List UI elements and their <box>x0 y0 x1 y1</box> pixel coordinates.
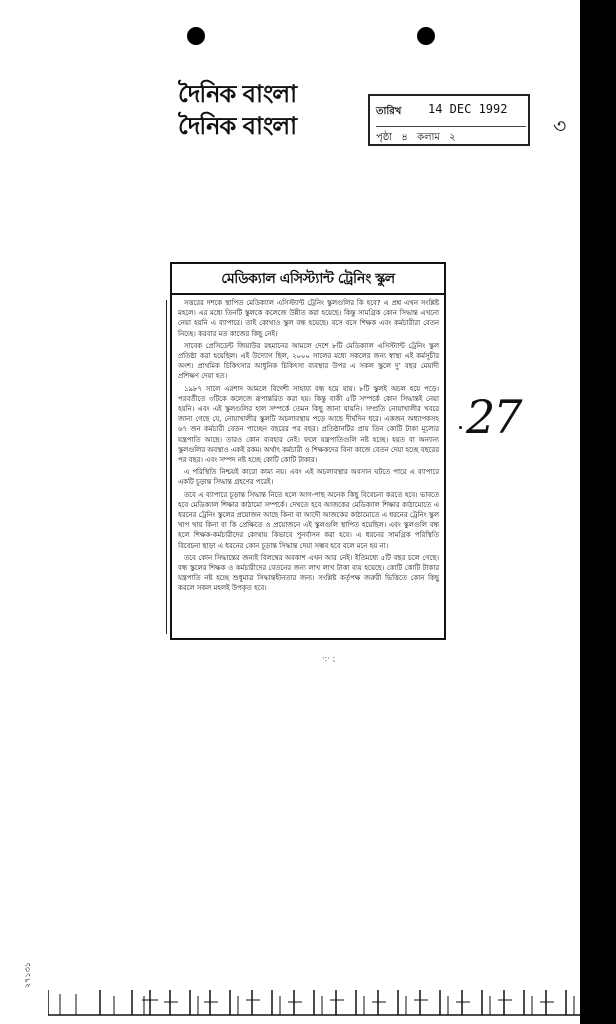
newspaper-clipping <box>170 262 446 640</box>
stamp-date-row <box>376 104 526 121</box>
masthead-line-2: দৈনিক বাংলা <box>178 111 297 140</box>
article-headline: মেডিক্যাল এসিস্ট্যান্ট ট্রেনিং স্কুল <box>172 267 444 295</box>
margin-handwritten-mark: ৩ <box>550 112 570 140</box>
stamp-page-label: পৃষ্ঠা <box>376 132 393 143</box>
masthead-line-1: দৈনিক বাংলা <box>178 79 297 108</box>
newspaper-masthead <box>178 78 318 142</box>
punch-hole-left <box>187 27 205 45</box>
folio-dot <box>459 426 462 429</box>
bottom-ruler-strip <box>48 984 580 1016</box>
article-paragraph: এ পরিস্থিতি নিশ্চয়ই কারো কাম্য নয়। এবং এই অচলাবস্থার অবসান ঘটতে পারে এ ব্যাপারে একটি চূড়ান্ত সিদ্ধান্ত গ্রহণের পরেই। <box>178 468 439 487</box>
clipping-shadow-rule <box>166 300 167 634</box>
stamp-date-value: 14 DEC 1992 <box>428 102 508 116</box>
ink-smudge: ·:· ⁏ <box>322 654 336 663</box>
punch-hole-right <box>417 27 435 45</box>
article-paragraph: সাবেক প্রেসিডেন্ট জিয়াউর রহমানের আমলে দেশে ৮টি মেডিক্যাল এসিস্ট্যান্ট ট্রেনিং স্কুল প্রতিষ্ঠা করা হয়েছিল। এই উদ্যোগ ছিল, ২০০০ সালের মধ্যে সকলের জন্য স্বাস্থ্য এই কর্মসূচীর অংশ। প্রাথমিক চিকিৎসার আধুনিক চিকিৎসা ব্যবস্থার উপর এ সকল স্কুলে দু’ বছর মেয়াদী প্রশিক্ষণ দেয়া হত। <box>178 341 439 381</box>
stamp-page-row <box>376 126 526 147</box>
article-paragraph: তবে কোন সিদ্ধান্তের জন্যই বিলম্বের অবকাশ এখন আর নেই। ইতিমধ্যে ৫টি বছর চলে গেছে। বন্ধ স্কুলের শিক্ষক ও কর্মচারীদের বেতনের জন্য লাখ লাখ টাকা ব্যয় হয়েছে। কোটি কোটি টাকার যন্ত্রপাতি নষ্ট হচ্ছে শুধুমাত্র সিদ্ধান্তহীনতার জন্য। সংশ্লিষ্ট কর্তৃপক্ষ জরুরী ভিত্তিতে কোন কিছু করলে সকল মহলই উপকৃত হবে। <box>178 553 439 593</box>
stamp-column-value: ২ <box>449 132 456 143</box>
scan-edge <box>574 0 616 1024</box>
article-paragraph: ১৯৮৭ সালে এরশাদ আমলে বিদেশী সাহায্য বন্ধ হয়ে যায়। ৮টি স্কুলই অচল হয়ে পড়ে। পরবর্তীতে ৩টিকে কলেজে রূপান্তরিত করা হয়। কিন্তু বাকী ৫টি সম্পর্কে কোন সিদ্ধান্তই নেয়া হয়নি। এবং এই স্কুলগুলির হাল সম্পর্কে তেমন কিছু জানা যায়নি। সম্প্রতি নোয়াখালীর খবরে জানা গেছে যে, নোয়াখালীর স্কুলটি অচলাবস্থায় পড়ে আছে দীর্ঘদিন ধরে। একজন অধ্যাপকসহ ৬৭ জন কর্মচারী বেতন পাচ্ছেন বছরের পর বছর। প্রতিষ্ঠানটির প্রায় তিন কোটি টাকা মূল্যের যন্ত্রপাতি আছে। তারও কোন ব্যবহার নেই। ফলে যন্ত্রপাতিগুলি নষ্ট হচ্ছে। হয়ত বা অন্যান্য স্কুলগুলির অবস্থাও একই রকম। অর্থাৎ কর্মচারী ও শিক্ষকদের বিনা কাজে বেতন দেয়া হচ্ছে বছরের পর বছর। এবং সম্পদ নষ্ট হচ্ছে কোটি কোটি টাকার। <box>178 384 439 465</box>
stamp-column-label: কলাম <box>417 132 440 143</box>
stamp-page-value: ৪ <box>401 132 408 143</box>
handwritten-folio-number: 27 <box>466 390 521 444</box>
stamp-date-label: তারিখ <box>376 106 402 117</box>
vertical-side-note: ২৭১৩১ <box>23 962 32 988</box>
date-stamp <box>368 94 530 146</box>
article-paragraph: তবে এ ব্যাপারে চূড়ান্ত সিদ্ধান্ত নিতে হলে আগ-পাছ অনেক কিছু বিবেচনা করতে হবে। ভাবতে হবে মেডিক্যাল শিক্ষার কাঠামো সম্পর্কে। দেখতে হবে আজকের মেডিক্যাল শিক্ষার কাঠামোতে এ ধরনের ট্রেনিং স্কুলের প্রয়োজন আছে কিনা বা আদৌ আজকের কাঠামোতে এ ধরনের ট্রেনিং স্কুল খাপ খায় কিনা বা কি প্রেক্ষিতে ও প্রয়োজনে এই স্কুলগুলি স্থাপিত হয়েছিল। এবং স্কুলগুলি বন্ধ হলে শিক্ষক-কর্মচারীদের কোথায় কিভাবে পুনর্বাসন করা হবে। এ ধরনের সামগ্রিক পরিস্থিতি বিবেচনা ছাড়া এ ধরনের কোন চূড়ান্ত সিদ্ধান্ত দেয়া সম্ভব হবে বলে মনে হয় না। <box>178 490 439 550</box>
article-paragraph: সত্তরের দশকে স্থাপিত মেডিক্যাল এসিস্ট্যান্ট ট্রেনিং স্কুলগুলির কি হবে? এ প্রশ্ন এখন সংশ্লিষ্ট মহলে। এর মধ্যে তিনটি স্কুলকে কলেজে উন্নীত করা হয়েছে। কিন্তু সামগ্রিক কোন সিদ্ধান্ত এখনো নেয়া হয়নি এ ব্যাপারে। তাই কোথাও স্কুল বন্ধ হয়েছে। বসে বসে শিক্ষক এবং কর্মচারীরা বেতন নিচ্ছে। করবার মত কাজের কিছু নেই। <box>178 299 439 338</box>
